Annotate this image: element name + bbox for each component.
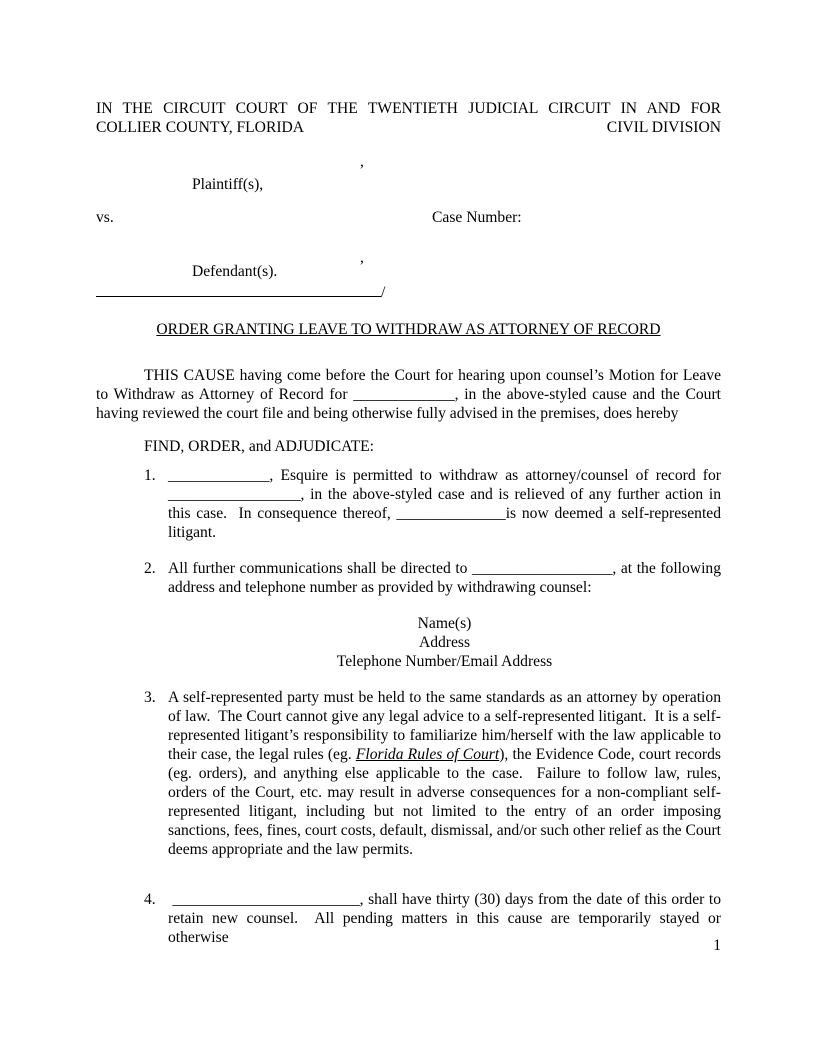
defendant-name-comma (96, 248, 721, 266)
order-title: ORDER GRANTING LEAVE TO WITHDRAW AS ATTORNEY OF RECORD (156, 321, 661, 338)
caption-close-rule (96, 281, 381, 297)
order-item-4 (96, 890, 721, 947)
caption-close-slash: / (381, 284, 386, 301)
order-item-2 (96, 559, 721, 671)
plaintiff-name-comma (96, 152, 721, 170)
court-header-county: COLLIER COUNTY, FLORIDA (96, 119, 305, 136)
contact-name-line: Name(s) (417, 615, 472, 632)
item-text: ________________________, shall have thirty (30) days from the date of this order to retain new counsel. All pending matters in this cause are temporarily stayed or otherwise (168, 891, 721, 946)
intro-paragraph: THIS CAUSE having come before the Court for hearing upon counsel’s Motion for Leave to Withdraw as Attorney of Record for _____________, in the above-styled cause and the Court having reviewed the court file and being otherwise fully advised in the premises, does hereby (96, 367, 721, 422)
defendant-label-text: Defendant(s). (192, 263, 278, 280)
plaintiff-label-text: Plaintiff(s), (192, 176, 264, 193)
contact-phone-line: Telephone Number/Email Address (336, 653, 553, 670)
document-body (96, 99, 721, 947)
defendant-label (96, 262, 721, 281)
item-number: 2. (144, 560, 156, 577)
case-number-label: Case Number: (432, 209, 522, 226)
comma-glyph: , (360, 249, 364, 266)
item-3-text-before-citation: A self-represented party must be held to the same standards as an attorney by operation of law. The Court cannot give any legal advice to a self-represented litigant. It is a self-represented litigant’s responsibility to familiarize him/herself with the law applicable to their case, the legal rules (eg. (168, 689, 721, 763)
find-order-heading: FIND, ORDER, and ADJUDICATE: (144, 438, 375, 455)
item-2-paragraph: All further communications shall be directed to __________________, at the following address and telephone number as provided by withdrawing counsel: (168, 560, 721, 596)
item-number: 4. (144, 891, 156, 908)
comma-glyph: , (360, 153, 364, 170)
order-item-1 (96, 466, 721, 542)
order-item-3 (96, 688, 721, 859)
florida-rules-citation: Florida Rules of Court (355, 746, 500, 763)
item-3-text-after-citation: ), the Evidence Code, court records (eg. orders), and anything else applicable to the case. Failure to follow law, rules, orders of the Court, etc. may result in adverse consequences for a non-compliant self-represented litigant, including but not limited to the entry of an order imposing sanctions, fees, fines, court costs, default, dismissal, and/or such other relief as the Court deems appropriate and the law permits. (168, 746, 722, 858)
item-number: 1. (144, 467, 156, 484)
contact-address-line: Address (418, 634, 471, 651)
caption-close-row (96, 281, 721, 300)
vs-label: vs. (96, 209, 114, 226)
plaintiff-label (96, 175, 721, 194)
court-header-line2 (96, 118, 721, 137)
withdrawing-counsel-contact-block (168, 614, 721, 671)
item-text (168, 559, 721, 671)
item-number: 3. (144, 689, 156, 706)
page-number: 1 (713, 937, 721, 954)
court-header-division: CIVIL DIVISION (606, 119, 721, 136)
vs-case-number-row (96, 208, 721, 227)
item-text (168, 688, 721, 859)
court-header-line1: IN THE CIRCUIT COURT OF THE TWENTIETH JUDICIAL CIRCUIT IN AND FOR (96, 100, 721, 117)
item-text: _____________, Esquire is permitted to withdraw as attorney/counsel of record for _________________, in the above-styled case and is relieved of any further action in this case. In consequence thereof, ______________is now deemed a self-represented litigant. (168, 467, 721, 541)
